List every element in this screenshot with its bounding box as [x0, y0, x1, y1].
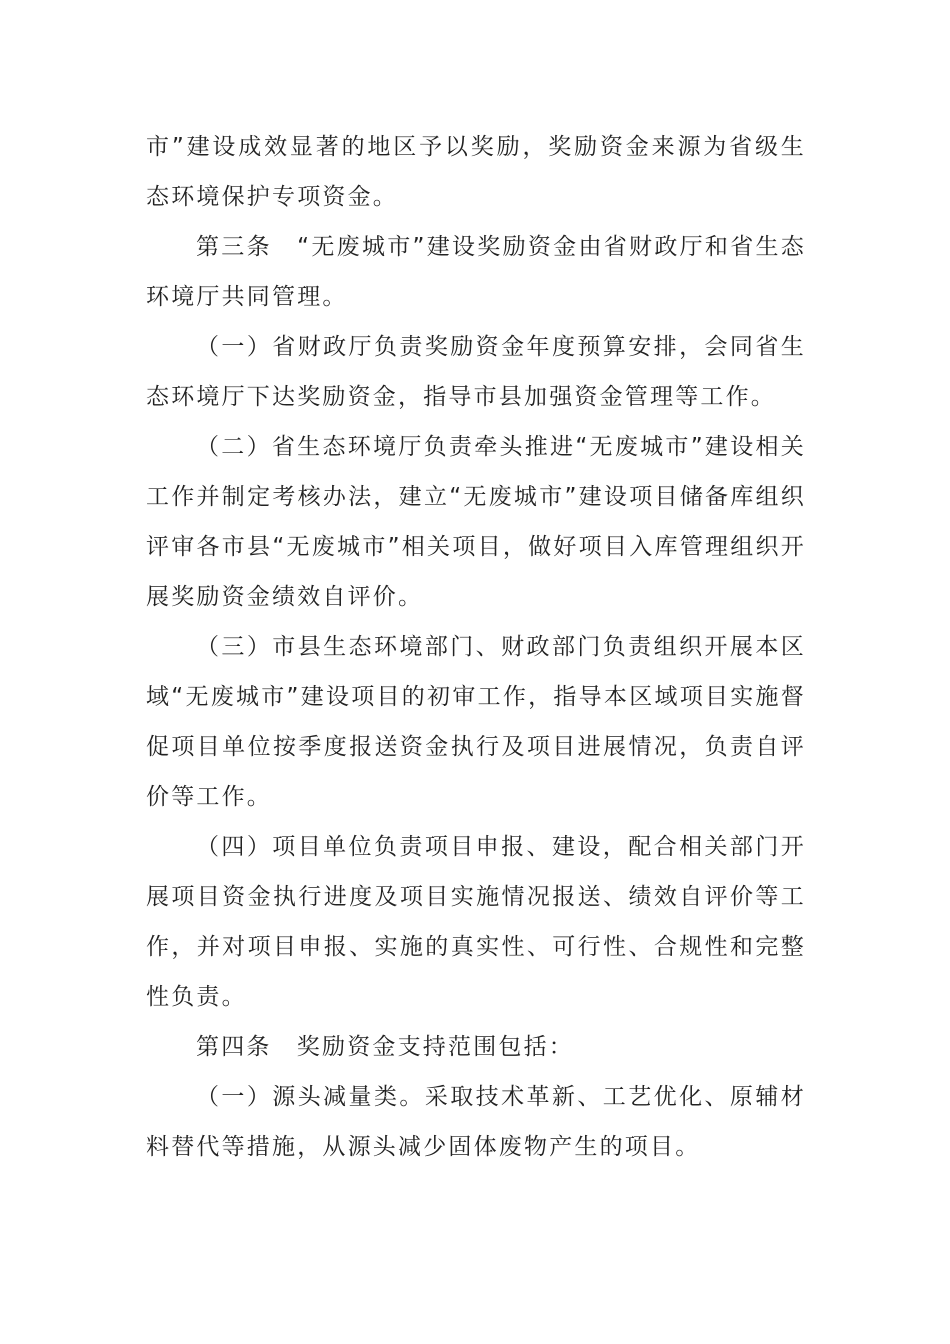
paragraph-article-4-item-1: （一）源头减量类。采取技术革新、工艺优化、原辅材料替代等措施，从源头减少固体废物产生的项目。 [146, 1084, 806, 1160]
paragraph-article-3-item-3: （三）市县生态环境部门、财政部门负责组织开展本区域“无废城市”建设项目的初审工作，指导本区域项目实施督促项目单位按季度报送资金执行及项目进展情况，负责自评价等工作。 [146, 634, 806, 810]
document-body [146, 122, 806, 1172]
paragraph-article-4: 第四条 奖励资金支持范围包括： [196, 1034, 574, 1060]
paragraph-article-3: 第三条 “无废城市”建设奖励资金由省财政厅和省生态环境厅共同管理。 [146, 234, 806, 310]
paragraph-continuation: 市”建设成效显著的地区予以奖励，奖励资金来源为省级生态环境保护专项资金。 [146, 134, 806, 210]
paragraph-article-3-item-1: （一）省财政厅负责奖励资金年度预算安排，会同省生态环境厅下达奖励资金，指导市县加强资金管理等工作。 [146, 334, 806, 410]
paragraph-article-3-item-2: （二）省生态环境厅负责牵头推进“无废城市”建设相关工作并制定考核办法，建立“无废城市”建设项目储备库组织评审各市县“无废城市”相关项目，做好项目入库管理组织开展奖励资金绩效自评价。 [146, 434, 806, 610]
paragraph-article-3-item-4: （四）项目单位负责项目申报、建设，配合相关部门开展项目资金执行进度及项目实施情况报送、绩效自评价等工作，并对项目申报、实施的真实性、可行性、合规性和完整性负责。 [146, 834, 806, 1010]
